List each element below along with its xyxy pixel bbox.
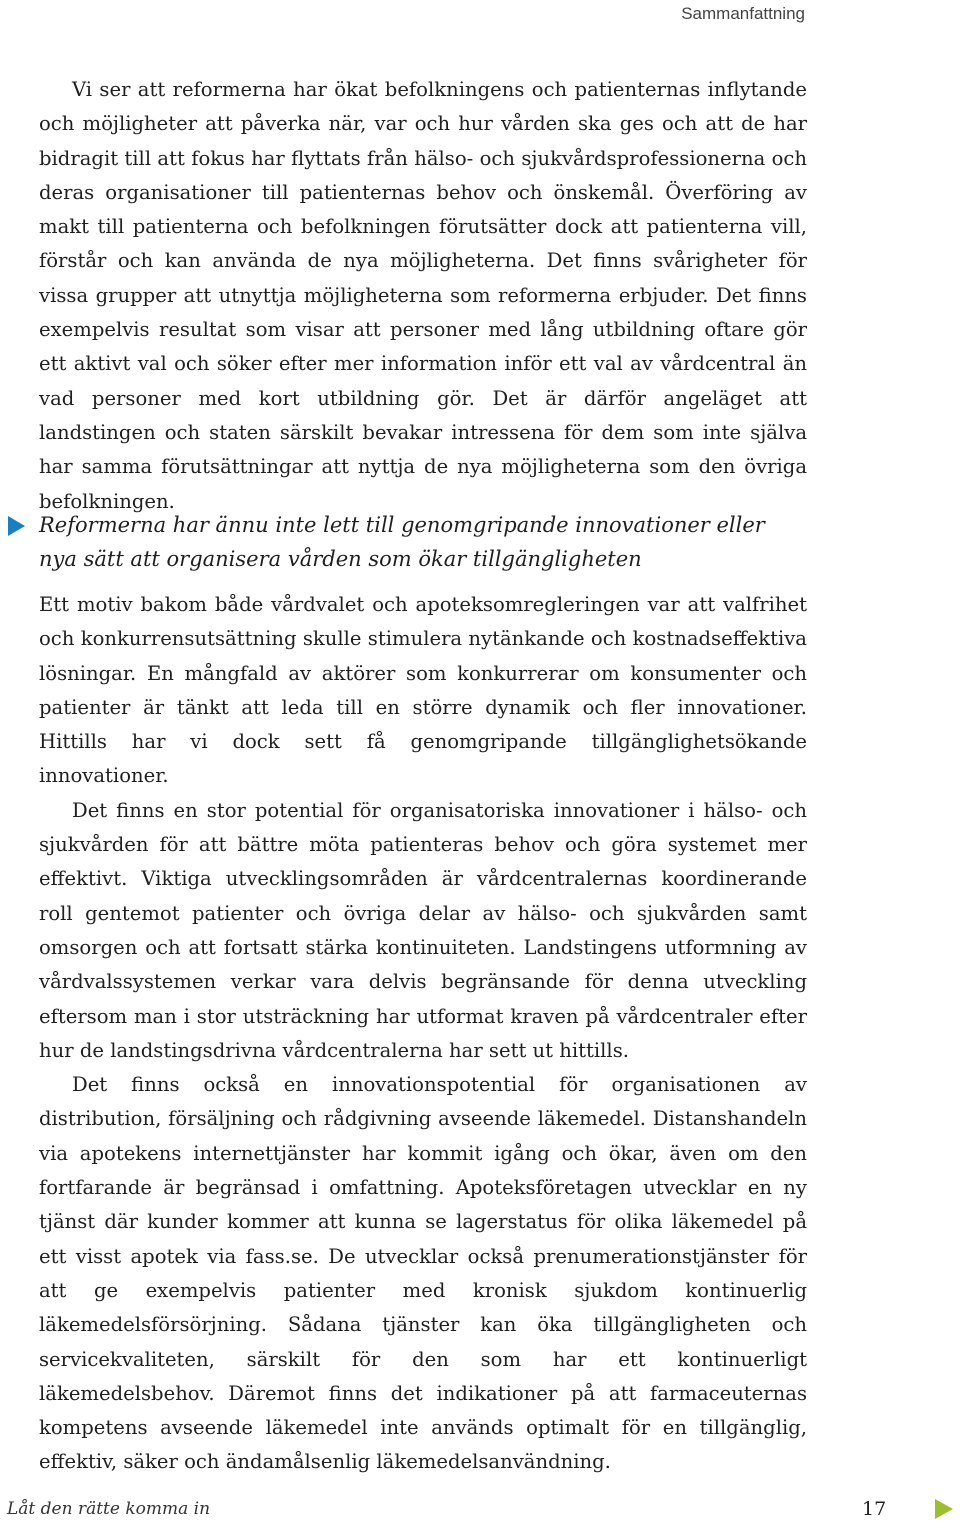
intro-paragraph: Vi ser att reformerna har ökat befolkningens och patienternas inflytande och möjligheter att påverka när, var och hur vården ska ges och att de har bidragit till att fokus har flyttats från hälso- och sjukvårdsprofessionerna och deras organisationer till patienternas behov och önskemål. Överföring av makt till patienterna och befolkningen förutsätter dock att patienterna vill, förstår och kan använda de nya möjligheterna. Det finns svårigheter för vissa grupper att utnyttja möjligheterna som reformerna erbjuder. Det finns exempelvis resultat som visar att personer med lång utbildning oftare gör ett aktivt val och söker efter mer information inför ett val av vårdcentral än vad personer med kort utbildning gör. Det är därför angeläget att landstingen och staten särskilt bevakar intressena för dem som inte själva har samma förutsättningar att nyttja de nya möjligheterna som den övriga befolkningen.	[39, 78, 807, 513]
page-number: 17	[862, 1498, 887, 1520]
triangle-marker-icon	[8, 516, 25, 536]
section-text-block	[39, 588, 807, 1480]
footer-publication-title: Låt den rätte komma in	[7, 1499, 211, 1519]
section-paragraph-3: Det finns också en innovationspotential för organisationen av distribution, försäljning och rådgivning avseende läkemedel. Distanshandeln via apotekens internettjänster har kommit igång och ökar, även om den fortfarande är begränsad i omfattning. Apoteksföretagen utvecklar en ny tjänst där kunder kommer att kunna se lagerstatus för olika läkemedel på ett visst apotek via fass.se. De utvecklar också prenumerationstjänster för att ge exempelvis patienter med kronisk sjukdom kontinuerlig läkemedelsförsörjning. Sådana tjänster kan öka tillgängligheten och servicekvaliteten, särskilt för den som har ett kontinuerligt läkemedelsbehov. Däremot finns det indikationer på att farmaceuternas kompetens avseende läkemedel inte används optimalt för en tillgänglig, effektiv, säker och ändamålsenlig läkemedelsanvändning.	[39, 1073, 807, 1474]
section-heading	[8, 508, 808, 576]
running-header: Sammanfattning	[681, 4, 805, 23]
section-paragraph-1: Ett motiv bakom både vårdvalet och apoteksomregleringen var att valfrihet och konkurrensutsättning skulle stimulera nytänkande och kostnadseffektiva lösningar. En mångfald av aktörer som konkurrerar om konsumenter och patienter är tänkt att leda till en större dynamik och fler innovationer. Hittills har vi dock sett få genomgripande tillgänglighetsökande innovationer.	[39, 593, 807, 788]
section-heading-text: Reformerna har ännu inte lett till genomgripande innovationer eller nya sätt att organisera vården som ökar tillgängligheten	[39, 513, 765, 571]
next-page-arrow-icon	[935, 1499, 953, 1519]
section-paragraph-2: Det finns en stor potential för organisatoriska innovationer i hälso- och sjukvården för att bättre möta patienteras behov och göra systemet mer effektivt. Viktiga utvecklingsområden är vårdcentralernas koordinerande roll gentemot patienter och övriga delar av hälso- och sjukvården samt omsorgen och att fortsatt stärka kontinuiteten. Landstingens utformning av vårdvalssystemen verkar vara delvis begränsande för denna utveckling eftersom man i stor utsträckning har utformat kraven på vårdcentraler efter hur de landstingsdrivna vårdcentralerna har sett ut hittills.	[39, 798, 807, 1062]
intro-text-block	[39, 73, 807, 519]
